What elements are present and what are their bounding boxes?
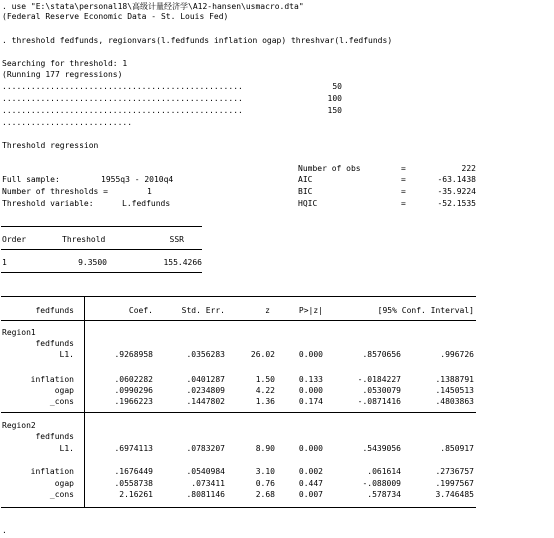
- table-row-ci-low: -.088009: [362, 479, 401, 488]
- progress-dots-4: ...........................: [2, 118, 133, 127]
- table-row-se: .0356283: [186, 350, 225, 359]
- table-row-se: .1447802: [186, 397, 225, 406]
- table-row-se: .0401287: [186, 375, 225, 384]
- threshold-variable-label: Threshold variable:: [2, 199, 94, 208]
- stat-eq-bic: =: [401, 187, 406, 196]
- table-row-p: 0.447: [298, 479, 323, 488]
- table-row-name: L1.: [59, 350, 74, 359]
- order-header-threshold: Threshold: [62, 235, 106, 244]
- num-thresholds-label: Number of thresholds =: [2, 187, 108, 196]
- table-row-z: 0.76: [255, 479, 275, 488]
- table-row-name: L1.: [59, 444, 74, 453]
- coef-header-se: Std. Err.: [181, 306, 225, 315]
- stat-value-bic: -35.9224: [437, 187, 476, 196]
- region1-label: Region1: [2, 328, 36, 337]
- table-row-p: 0.000: [298, 444, 323, 453]
- table-row-name: _cons: [49, 397, 74, 406]
- table-row-ci-low: -.0184227: [357, 375, 401, 384]
- region1-sublabel: fedfunds: [35, 339, 74, 348]
- progress-dots-2: ..................................................: [2, 94, 243, 103]
- table-row-z: 1.50: [255, 375, 275, 384]
- order-header-order: Order: [2, 235, 27, 244]
- table-row-coef: .1966223: [114, 397, 153, 406]
- table-row-coef: .9268958: [114, 350, 153, 359]
- table-row-coef: .0990296: [114, 386, 153, 395]
- coef-header-ci: [95% Conf. Interval]: [377, 306, 474, 315]
- searching-line: Searching for threshold: 1: [2, 59, 128, 68]
- num-thresholds-value: 1: [147, 187, 152, 196]
- table-row-name: _cons: [49, 490, 74, 499]
- table-row-z: 8.90: [255, 444, 275, 453]
- table-row-ci-high: 3.746485: [435, 490, 474, 499]
- table-row-ci-high: .4803863: [435, 397, 474, 406]
- results-title: Threshold regression: [2, 141, 99, 150]
- coef-table-region-rule: [1, 412, 476, 413]
- table-row-se: .073411: [191, 479, 225, 488]
- progress-count-3: 150: [327, 106, 342, 115]
- table-row-z: 4.22: [255, 386, 275, 395]
- table-row-ci-low: -.0871416: [357, 397, 401, 406]
- table-row-ci-high: .996726: [440, 350, 474, 359]
- table-row-name: ogap: [54, 386, 74, 395]
- table-row-ci-high: .1450513: [435, 386, 474, 395]
- coef-header-p: P>|z|: [298, 306, 323, 315]
- table-row-coef: .0558738: [114, 479, 153, 488]
- table-row-coef: .1676449: [114, 467, 153, 476]
- table-row-ci-low: .5439056: [362, 444, 401, 453]
- table-row-p: 0.000: [298, 350, 323, 359]
- table-row-p: 0.000: [298, 386, 323, 395]
- table-row-name: inflation: [30, 467, 74, 476]
- table-row-ci-low: .8570656: [362, 350, 401, 359]
- order-table-bottom-rule: [1, 272, 202, 273]
- progress-dots-3: ..................................................: [2, 106, 243, 115]
- use-command-note: (Federal Reserve Economic Data - St. Louis Fed): [2, 12, 229, 21]
- order-cell-ssr: 155.4266: [163, 258, 202, 267]
- full-sample-label: Full sample:: [2, 175, 60, 184]
- stat-label-bic: BIC: [298, 187, 313, 196]
- coef-table-top-rule: [1, 296, 476, 297]
- table-row-p: 0.174: [298, 397, 323, 406]
- progress-count-2: 100: [327, 94, 342, 103]
- table-row-coef: .0602282: [114, 375, 153, 384]
- coef-depvar: fedfunds: [35, 306, 74, 315]
- order-table-header-rule: [1, 249, 202, 250]
- stat-label-aic: AIC: [298, 175, 313, 184]
- table-row-ci-low: .061614: [367, 467, 401, 476]
- table-row-z: 3.10: [255, 467, 275, 476]
- coef-table-header-rule: [1, 320, 476, 321]
- table-row-se: .0783207: [186, 444, 225, 453]
- stat-eq-obs: =: [401, 164, 406, 173]
- table-row-se: .0234809: [186, 386, 225, 395]
- table-row-se: .0540984: [186, 467, 225, 476]
- running-line: (Running 177 regressions): [2, 70, 123, 79]
- order-table-top-rule: [1, 226, 202, 227]
- stat-value-aic: -63.1438: [437, 175, 476, 184]
- progress-count-1: 50: [332, 82, 342, 91]
- stat-eq-hqic: =: [401, 199, 406, 208]
- table-row-z: 1.36: [255, 397, 275, 406]
- table-row-coef: 2.16261: [119, 490, 153, 499]
- stat-label-hqic: HQIC: [298, 199, 318, 208]
- stat-label-obs: Number of obs: [298, 164, 361, 173]
- command-prompt: .: [2, 526, 7, 535]
- order-header-ssr: SSR: [169, 235, 184, 244]
- table-row-p: 0.133: [298, 375, 323, 384]
- full-sample-value: 1955q3 - 2010q4: [101, 175, 174, 184]
- coef-table-bottom-rule: [1, 507, 476, 508]
- table-row-z: 26.02: [250, 350, 275, 359]
- threshold-variable-value: L.fedfunds: [122, 199, 171, 208]
- region2-label: Region2: [2, 421, 36, 430]
- progress-dots-1: ..................................................: [2, 82, 243, 91]
- coef-table-column-divider: [84, 296, 85, 508]
- table-row-ci-low: .0530079: [362, 386, 401, 395]
- region2-sublabel: fedfunds: [35, 432, 74, 441]
- table-row-ci-high: .1997567: [435, 479, 474, 488]
- table-row-ci-high: .1388791: [435, 375, 474, 384]
- table-row-z: 2.68: [255, 490, 275, 499]
- order-cell-threshold: 9.3500: [78, 258, 107, 267]
- table-row-se: .8081146: [186, 490, 225, 499]
- table-row-ci-high: .2736757: [435, 467, 474, 476]
- threshold-command: . threshold fedfunds, regionvars(l.fedfunds inflation ogap) threshvar(l.fedfunds): [2, 36, 393, 45]
- order-cell-order: 1: [2, 258, 7, 267]
- stat-eq-aic: =: [401, 175, 406, 184]
- table-row-name: inflation: [30, 375, 74, 384]
- table-row-p: 0.007: [298, 490, 323, 499]
- coef-header-z: z: [265, 306, 270, 315]
- table-row-ci-low: .578734: [367, 490, 401, 499]
- coef-header-coef: Coef.: [128, 306, 153, 315]
- use-command: . use "E:\stata\personal18\高级计量经济学\A12-hansen\usmacro.dta": [2, 2, 304, 11]
- stat-value-hqic: -52.1535: [437, 199, 476, 208]
- table-row-coef: .6974113: [114, 444, 153, 453]
- table-row-ci-high: .850917: [440, 444, 474, 453]
- table-row-p: 0.002: [298, 467, 323, 476]
- stat-value-obs: 222: [461, 164, 476, 173]
- table-row-name: ogap: [54, 479, 74, 488]
